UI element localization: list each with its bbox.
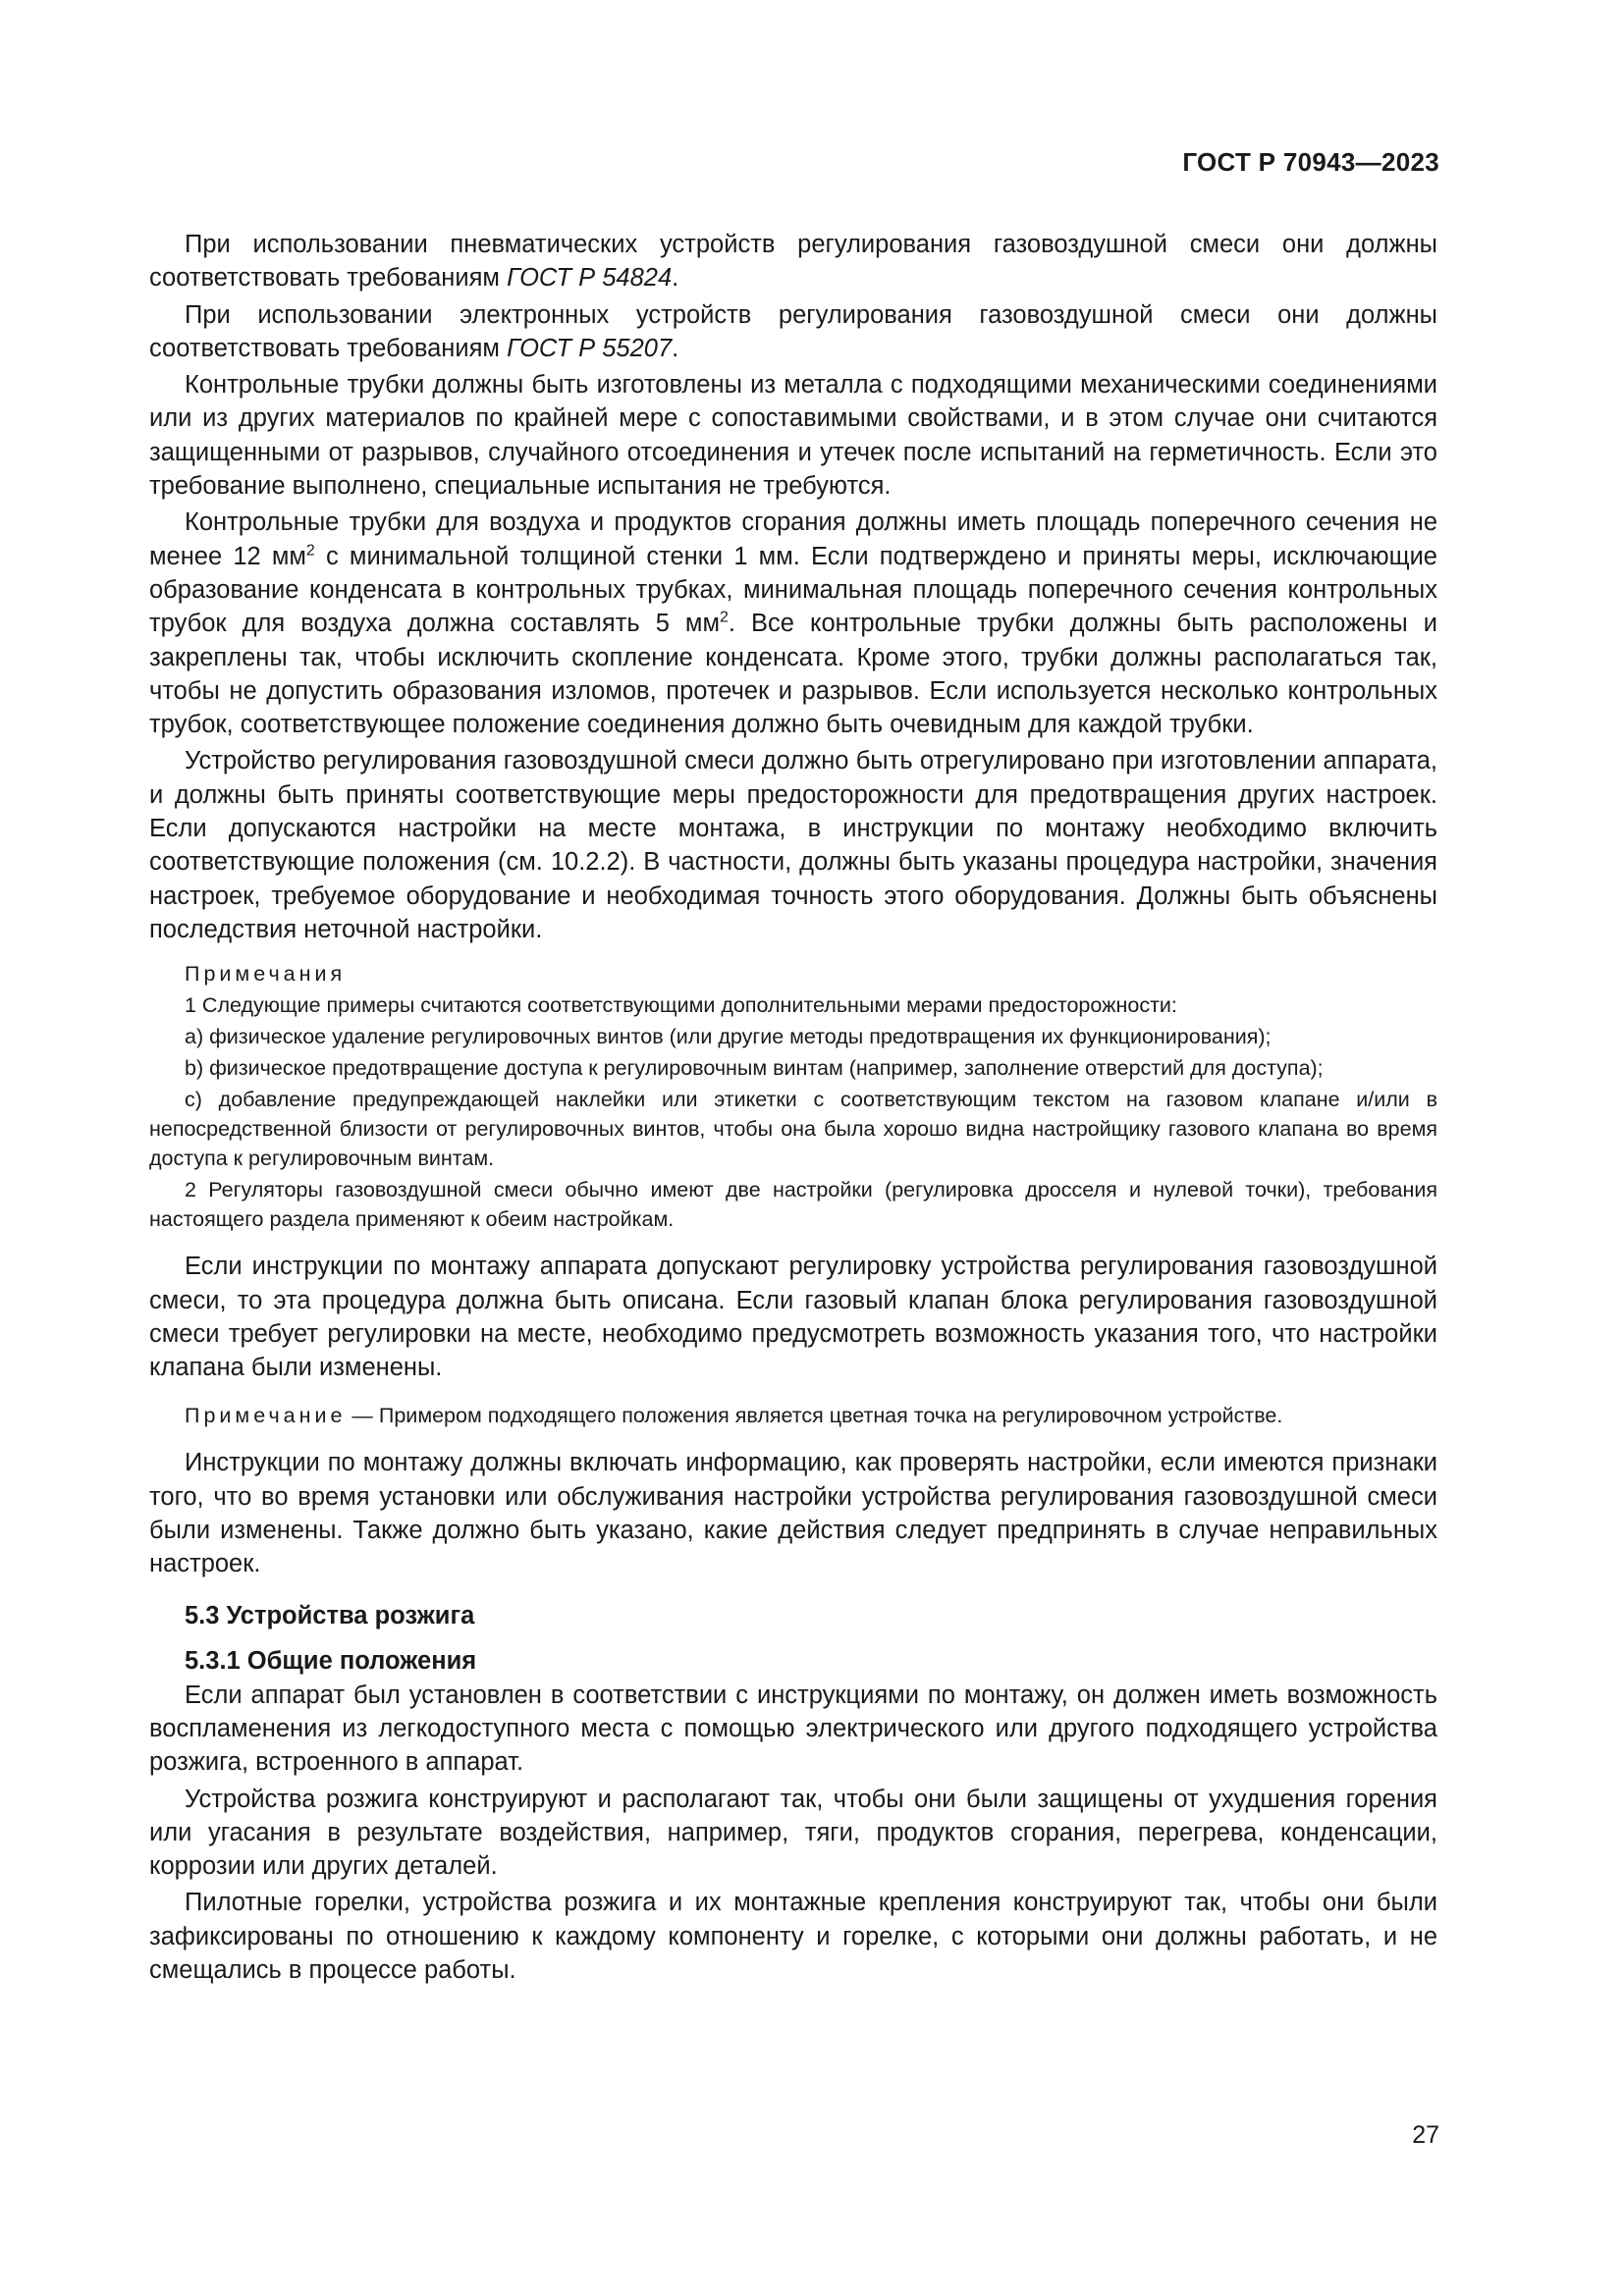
note-item: a) физическое удаление регулировочных винтов (или другие методы предотвращения их функционирования); <box>185 1025 1272 1049</box>
paragraph: Если инструкции по монтажу аппарата допускают регулировку устройства регулирования газовоздушной смеси, то эта процедура должна быть описана. Если газовый клапан блока регулирования газовоздушной смеси требует регулировки на месте, необходимо предусмотреть возможность указания того, что настройки клапана были изменены. <box>149 1253 1437 1382</box>
note-item: 1 Следующие примеры считаются соответствующими дополнительными мерами предосторожности: <box>185 993 1177 1018</box>
paragraph: Контрольные трубки должны быть изготовлены из металла с подходящими механическими соединениями или из других материалов по крайней мере с сопоставимыми свойствами, и в этом случае они считаются защищенными от разрывов, случайного отсоединения и утечек после испытаний на герметичность. Если это требование выполнено, специальные испытания не требуются. <box>149 371 1437 501</box>
standard-reference: ГОСТ Р 54824 <box>507 264 673 293</box>
paragraph: Инструкции по монтажу должны включать информацию, как проверять настройки, если имеются признаки того, что во время установки или обслуживания настройки устройства регулирования газовоздушной смеси были изменены. Также должно быть указано, какие действия следует предпринять в случае неправильных настроек. <box>149 1449 1437 1578</box>
paragraph: При использовании пневматических устройств регулирования газовоздушной смеси они должны соответствовать требованиям ГОСТ Р 54824. <box>149 231 1437 293</box>
subsection-heading: 5.3.1 Общие положения <box>185 1646 477 1675</box>
paragraph: При использовании электронных устройств регулирования газовоздушной смеси они должны соответствовать требованиям ГОСТ Р 55207. <box>149 300 1437 362</box>
paragraph: Пилотные горелки, устройства розжига и их монтажные крепления конструируют так, чтобы они были зафиксированы по отношению к каждому компоненту и горелке, с которыми они должны работать, и не смещались в процессе работы. <box>149 1889 1437 1984</box>
notes-title: Примечания <box>185 962 347 987</box>
standard-reference: ГОСТ Р 55207 <box>507 334 673 362</box>
paragraph: Если аппарат был установлен в соответствии с инструкциями по монтажу, он должен иметь возможность воспламенения из легкодоступного места с помощью электрического или другого подходящего устройства розжига, встроенного в аппарат. <box>149 1681 1437 1777</box>
note-item: b) физическое предотвращение доступа к регулировочным винтам (например, заполнение отверстий для доступа); <box>185 1056 1324 1081</box>
document-header: ГОСТ Р 70943—2023 <box>1182 147 1439 177</box>
paragraph: Устройства розжига конструируют и располагают так, чтобы они были защищены от ухудшения горения или угасания в результате воздействия, например, тяги, продуктов сгорания, перегрева, конденсации, коррозии или других деталей. <box>149 1785 1437 1881</box>
note-item: c) добавление предупреждающей наклейки или этикетки с соответствующим текстом на газовом клапане и/или в непосредственной близости от регулировочных винтов, чтобы она была хорошо видна настройщику газового клапана во время доступа к регулировочным винтам. <box>149 1088 1437 1171</box>
note: Примечание — Примером подходящего положения является цветная точка на регулировочном устройстве. <box>185 1404 1283 1428</box>
page-number: 27 <box>1412 2121 1439 2149</box>
note-label: Примечание <box>185 1404 347 1428</box>
section-heading: 5.3 Устройства розжига <box>185 1601 475 1629</box>
superscript: 2 <box>305 542 315 560</box>
superscript: 2 <box>720 609 729 626</box>
document-body <box>149 228 1437 1990</box>
note-item: 2 Регуляторы газовоздушной смеси обычно имеют две настройки (регулировка дросселя и нулевой точки), требования настоящего раздела применяют к обеим настройкам. <box>149 1178 1437 1232</box>
paragraph: Устройство регулирования газовоздушной смеси должно быть отрегулировано при изготовлении аппарата, и должны быть приняты соответствующие меры предосторожности для предотвращения других настроек. Если допускаются настройки на месте монтажа, в инструкции по монтажу необходимо включить соответствующие положения (см. 10.2.2). В частности, должны быть указаны процедура настройки, значения настроек, требуемое оборудование и необходимая точность этого оборудования. Должны быть объяснены последствия неточной настройки. <box>149 747 1437 943</box>
paragraph: Контрольные трубки для воздуха и продуктов сгорания должны иметь площадь поперечного сечения не менее 12 $мм^2$ с минимальной толщиной стенки 1 мм. Если подтверждено и приняты меры, исключающие образование конденсата в контрольных трубках, минимальная площадь поперечного сечения контрольных трубок для воздуха должна составлять 5 $мм^2$. Все контрольные трубки должны быть расположены и закреплены так, чтобы исключить скопление конденсата. Кроме этого, трубки должны располагаться так, чтобы не допустить образования изломов, протечек и разрывов. Если используется несколько контрольных трубок, соответствующее положение соединения должно быть очевидным для каждой трубки. <box>149 508 1437 739</box>
